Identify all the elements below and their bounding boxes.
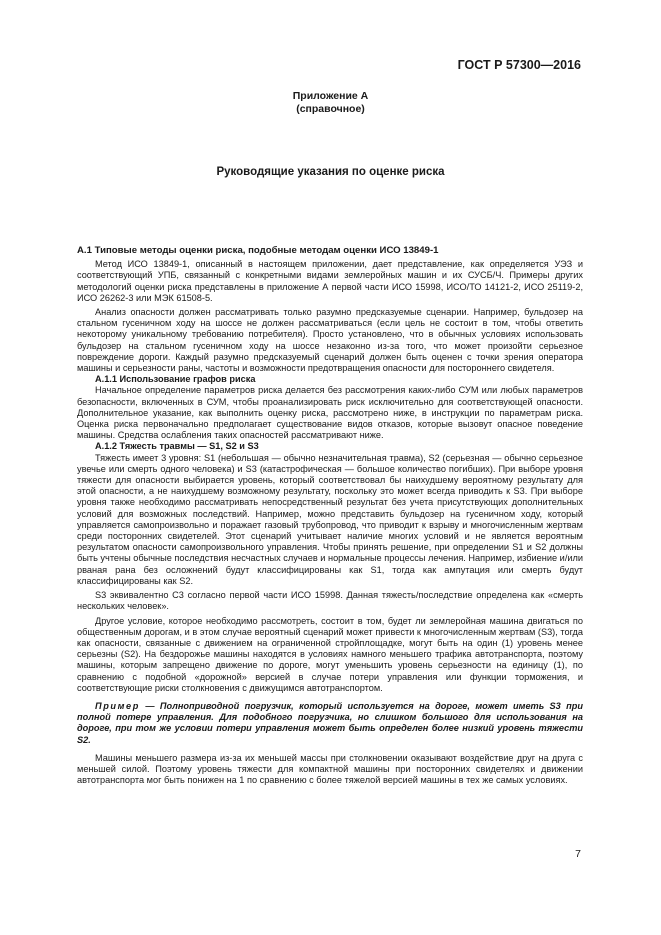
section-heading-a1: А.1 Типовые методы оценки риска, подобные методам оценки ИСО 13849-1 [77, 245, 439, 256]
appendix-subtitle: (справочное) [296, 103, 365, 115]
section-heading-a1-2: А.1.2 Тяжесть травмы — S1, S2 и S3 [95, 441, 259, 452]
section-heading-a1-1: А.1.1 Использование графов риска [95, 374, 256, 385]
example-text: — Полноприводной погрузчик, который используется на дороге, может иметь S3 при полной потере управления. Для подобного погрузчика, но слишком большого для использования на дороге, при том же условии потери управления может быть определен более низкий уровень тяжести S2. [77, 700, 583, 745]
paragraph: Другое условие, которое необходимо рассмотреть, состоит в том, будет ли землеройная машина двигаться по общественным дорогам, и в этом случае вероятный сценарий может привести к многочисленным жертвам (S3), тогда как опасности, связанные с движением на ограниченной стройплощадке, могут быть на один (1) уровень менее серьезны (S2). На бездорожье машины находятся в условиях намного меньшего трафика автотранспорта, поэтому машины, которым запрещено движение по дороге, могут уменьшить уровень серьезности на единицу (1), по сравнению с подобной «дорожной» версией в случае потери управления или функции торможения, и соответствующие риски столкновения с движущимся автотранспортом. [77, 615, 583, 693]
appendix-heading [0, 90, 661, 116]
paragraph: S3 эквивалентно C3 согласно первой части ИСО 15998. Данная тяжесть/последствие определена как «смерть нескольких человек». [77, 590, 583, 612]
appendix-title: Приложение А [292, 90, 369, 102]
document-id: ГОСТ Р 57300—2016 [457, 58, 581, 72]
paragraph: Метод ИСО 13849-1, описанный в настоящем приложении, дает представление, как определяется УЭЗ и соответствующий УПБ, связанный с конкретными видами землеройных машин и их СУСБ/Ч. Примеры других методологий оценки риска представлены в приложение А первой части ИСО 15998, ИСО/ТО 14121-2, ИСО 25119-2, ИСО 26262-3 или МЭК 61508-5. [77, 259, 583, 303]
paragraph: Тяжесть имеет 3 уровня: S1 (небольшая — обычно незначительная травма), S2 (серьезная — обычно серьезное увечье или смерть одного человека) и S3 (катастрофическая — большое количество погибших). При выборе уровня тяжести для опасности выбирается уровень, который соответствовал бы наихудшему вероятному результату для этой опасности, а не наихудшему возможному результату, поскольку это может всегда приводить к S3. При выборе уровня также необходимо рассматривать непосредственный результат без учета присутствующих дополнительных условий для возможных последствий. Например, можно представить бульдозер на гусеничном ходу, который управляется самопроизвольно и поражает газовый трубопровод, что приводит к взрыву и многочисленным жертвам среди посторонних свидетелей. Этот сценарий учитывает наличие многих условий и не является вероятным результатом опасности самопроизвольного управления. Чтобы принять решение, при определении S1 и S2 должны быть учтены обычные последствия несчастных случаев и нормальные процессы лечения. Например, избиение и/или рваная рана без осложнений будут классифицированы как S1, тогда как ампутация или смерть будут классифицированы как S2. [77, 452, 583, 586]
example-note [77, 701, 583, 746]
page-title: Руководящие указания по оценке риска [216, 166, 445, 178]
paragraph: Начальное определение параметров риска делается без рассмотрения каких-либо СУМ или любых параметров безопасности, включенных в СУМ, чтобы проанализировать риск исключительно для соответствующей опасности. Дополнительное указание, как выполнить оценку риска, рассмотрено ниже, в инструкции по параметрам риска. Оценка риска первоначально предполагает существование видов отказов, которые вызовут опасное поведение машины. Средства ослабления таких опасностей рассматривают ниже. [77, 385, 583, 441]
example-lead: Пример [95, 700, 140, 711]
paragraph: Анализ опасности должен рассматривать только разумно предсказуемые сценарии. Например, бульдозер на стальном гусеничном ходу на шоссе не должен рассматриваться (если цель не состоит в том, чтобы ответить некоторому уникальному требованию потребителя). Просто установлено, что в обычных условиях использовать бульдозер на стальном гусеничном ходу на шоссе незаконно из-за того, что может произойти серьезное повреждение дороги. Каждый разумно предсказуемый сценарий должен быть оценен с точки зрения оператора машины и серьезности раны, частоты и возможности предотвращения опасности для постороннего свидетеля. [77, 307, 583, 374]
page-number: 7 [575, 848, 581, 860]
paragraph: Машины меньшего размера из-за их меньшей массы при столкновении оказывают воздействие друг на друга с меньшей силой. Поэтому уровень тяжести для компактной машины при посторонних свидетелях и движении автотранспорта мог быть понижен на 1 по сравнению с более тяжелой версией машины в тех же самых условиях. [77, 752, 583, 786]
document-body [77, 245, 583, 786]
